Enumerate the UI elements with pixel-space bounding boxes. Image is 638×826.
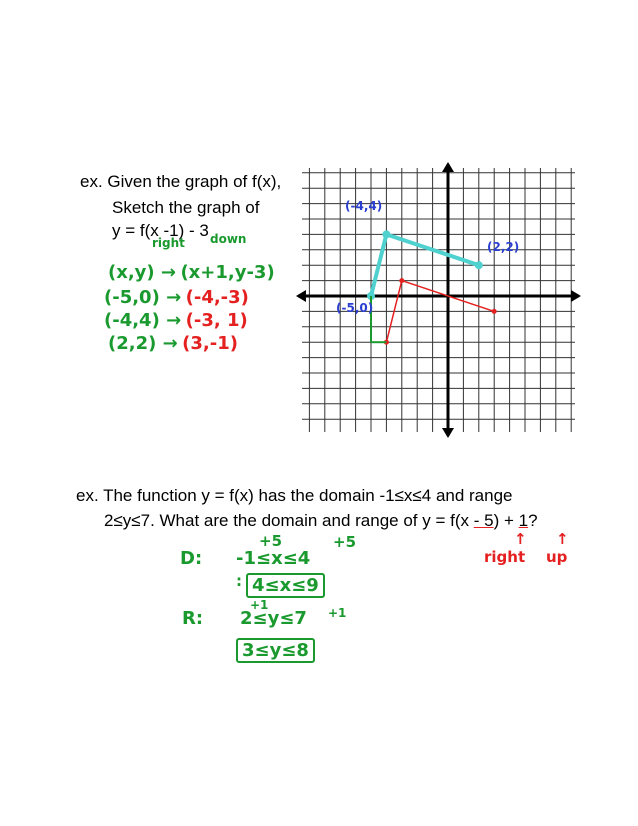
ex1-line1: ex. Given the graph of f(x), (80, 172, 282, 191)
arrow-up-icon-2: ↑ (556, 530, 569, 548)
plus5-b: +5 (333, 533, 357, 551)
rule-right-1: (-4,-3) (185, 287, 249, 308)
ex2-line2-b: - 5 (473, 511, 494, 530)
label-p3: (-5,0) (336, 301, 374, 315)
label-p1: (-4,4) (345, 199, 383, 213)
transformed-point (399, 278, 404, 283)
original-point (382, 230, 390, 238)
r-ineq: 2≤y≤7 (240, 608, 307, 629)
plus5-a: +5 (259, 532, 283, 550)
rule-right-3: (3,-1) (182, 333, 238, 354)
ex1-note-down: down (210, 232, 247, 246)
ex2-line2-d: 1 (518, 511, 529, 530)
d-answer: 4≤x≤9 (246, 573, 325, 598)
ex2-line2 (104, 511, 538, 531)
rule-right-2: (-3, 1) (185, 310, 248, 331)
ex2-line2-e: ? (528, 511, 538, 530)
rule-left-3: (2,2) → (108, 333, 178, 354)
ex2-line1: ex. The function y = f(x) has the domain -1≤x≤4 and range (76, 486, 513, 505)
rule-left-2: (-4,4) → (104, 310, 182, 331)
ex2-line2-c: ) + (493, 511, 519, 530)
r-label: R: (182, 608, 204, 629)
rule-right-0: (x+1,y-3) (180, 262, 275, 283)
rule-left-0: (x,y) → (108, 262, 176, 283)
d-ineq: -1≤x≤4 (236, 548, 311, 569)
note-up: up (546, 548, 568, 566)
ex1-line3: y = f(x -1) - 3 (112, 221, 209, 240)
transformed-point (492, 309, 497, 314)
r-answer: 3≤y≤8 (236, 638, 315, 663)
plus1-b: +1 (328, 606, 347, 620)
rule-left-1: (-5,0) → (104, 287, 182, 308)
colon: : (236, 572, 242, 590)
x-axis-arrow-left (296, 290, 306, 302)
ex2-line2-a: 2≤y≤7. What are the domain and range of y = f(x (104, 511, 474, 530)
original-point (475, 261, 483, 269)
ex1-note-right: right (152, 236, 185, 250)
ex1-line2: Sketch the graph of (112, 198, 260, 217)
x-axis-arrow-right (571, 290, 581, 302)
plus1-a: +1 (250, 598, 269, 612)
y-axis-arrow-down (442, 428, 454, 438)
y-axis-arrow-up (442, 162, 454, 172)
d-label: D: (180, 548, 203, 569)
note-right: right (484, 548, 526, 566)
arrow-up-icon: ↑ (514, 530, 527, 548)
label-p2: (2,2) (487, 240, 520, 254)
